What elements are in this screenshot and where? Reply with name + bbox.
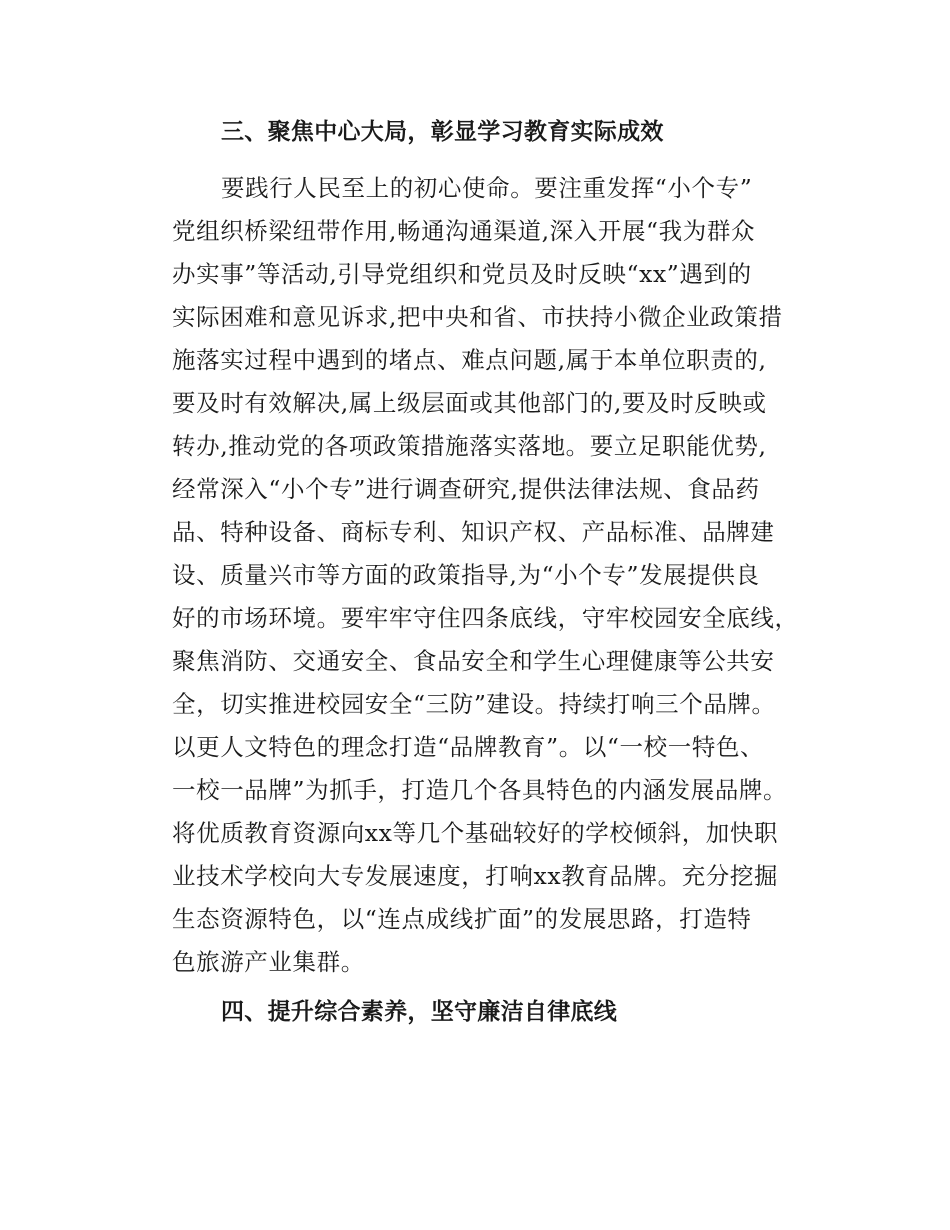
section-heading-4: 四、提升综合素养，坚守廉洁自律底线 — [221, 999, 618, 1025]
paragraph-line: 要践行人民至上的初心使命。要注重发挥“小个专” — [221, 174, 753, 202]
paragraph-line: 以更人文特色的理念打造“品牌教育”。以“一校一特色、 — [172, 733, 765, 761]
paragraph-line: 设、质量兴市等方面的政策指导,为“小个专”发展提供良 — [172, 561, 760, 589]
paragraph-line: 好的市场环境。要牢牢守住四条底线，守牢校园安全底线， — [172, 604, 799, 632]
paragraph-line: 实际困难和意见诉求,把中央和省、市扶持小微企业政策措 — [172, 303, 783, 331]
paragraph-line: 要及时有效解决,属上级层面或其他部门的,要及时反映或 — [172, 389, 767, 417]
paragraph-line: 色旅游产业集群。 — [172, 948, 365, 976]
paragraph-line: 品、特种设备、商标专利、知识产权、产品标准、品牌建 — [172, 518, 775, 546]
paragraph-line: 生态资源特色，以“连点成线扩面”的发展思路，打造特 — [172, 905, 752, 933]
paragraph-line: 转办,推动党的各项政策措施落实落地。要立足职能优势, — [172, 432, 767, 460]
paragraph-line: 聚焦消防、交通安全、食品安全和学生心理健康等公共安 — [172, 647, 775, 675]
section-3-paragraph — [172, 173, 822, 990]
paragraph-line: 一校一品牌”为抓手，打造几个各具特色的内涵发展品牌。 — [172, 776, 788, 804]
paragraph-line: 党组织桥梁纽带作用,畅通沟通渠道,深入开展“我为群众 — [172, 217, 756, 245]
paragraph-line: 经常深入“小个专”进行调查研究,提供法律法规、食品药 — [172, 475, 760, 503]
paragraph-line: 办实事”等活动,引导党组织和党员及时反映“xx”遇到的 — [172, 260, 752, 288]
section-heading-3: 三、聚焦中心大局，彰显学习教育实际成效 — [221, 119, 664, 145]
paragraph-line: 全，切实推进校园安全“三防”建设。持续打响三个品牌。 — [172, 690, 776, 718]
paragraph-line: 将优质教育资源向xx等几个基础较好的学校倾斜，加快职 — [172, 819, 779, 847]
paragraph-line: 业技术学校向大专发展速度，打响xx教育品牌。充分挖掘 — [172, 862, 779, 890]
paragraph-line: 施落实过程中遇到的堵点、难点问题,属于本单位职责的, — [172, 346, 767, 374]
